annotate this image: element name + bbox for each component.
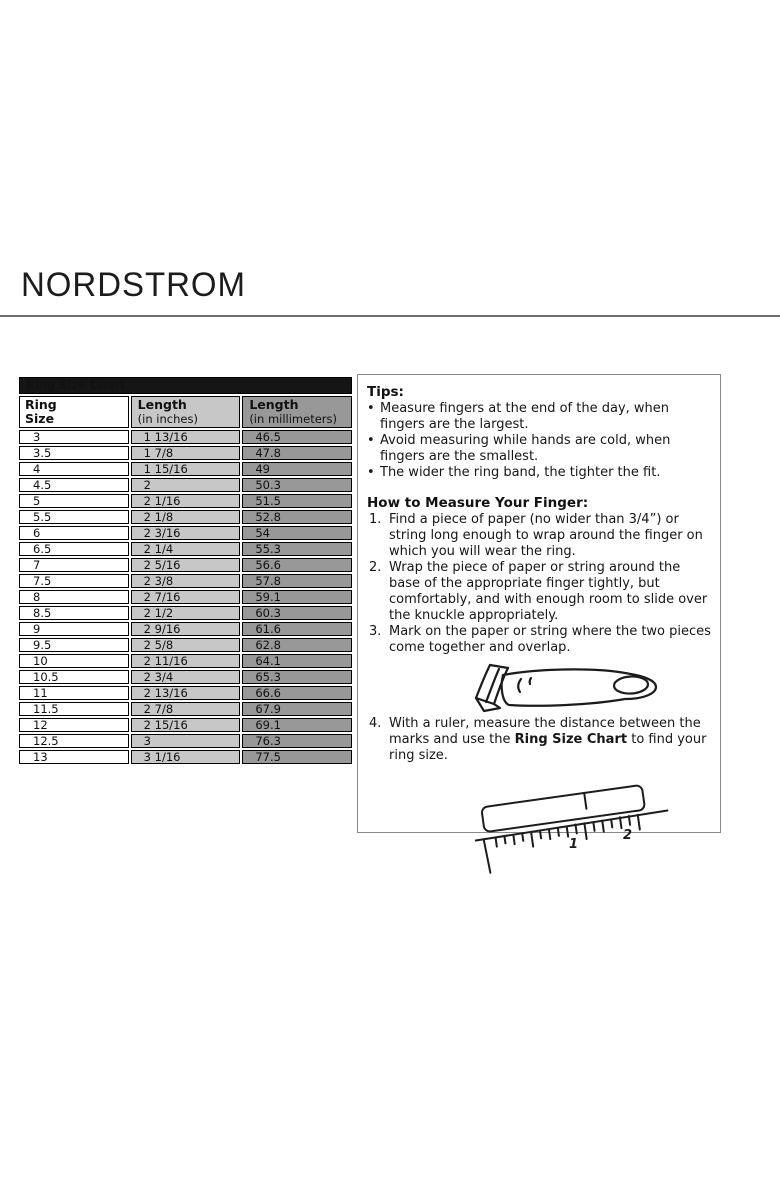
table-row (19, 590, 352, 604)
table-row (19, 718, 352, 732)
table-row (19, 510, 352, 524)
header-divider-line (0, 315, 780, 317)
ring-size-cell: 5 (19, 494, 129, 508)
step-text-post: to find your ring size. (389, 732, 707, 763)
length-mm-cell: 62.8 (242, 638, 352, 652)
header-length-inches-line1: Length (137, 397, 187, 412)
length-mm-cell: 46.5 (242, 430, 352, 444)
table-row (19, 686, 352, 700)
ring-size-cell: 11.5 (19, 702, 129, 716)
size-chart-body (19, 430, 352, 764)
table-row (19, 750, 352, 764)
tip-text: The wider the ring band, the tighter the fit. (380, 465, 661, 480)
length-inches-cell: 2 1/8 (131, 510, 241, 524)
ring-size-cell: 7 (19, 558, 129, 572)
table-header-row (19, 396, 352, 428)
ring-size-cell: 3 (19, 430, 129, 444)
header-length-mm-line2: (in millimeters) (249, 412, 337, 426)
header-ring-size-line2: Size (25, 411, 55, 426)
length-inches-cell: 2 5/8 (131, 638, 241, 652)
table-row (19, 734, 352, 748)
table-row (19, 430, 352, 444)
ring-size-cell: 13 (19, 750, 129, 764)
ring-size-cell: 9.5 (19, 638, 129, 652)
length-mm-cell: 51.5 (242, 494, 352, 508)
length-mm-cell: 57.8 (242, 574, 352, 588)
step-number: 2. (369, 560, 382, 575)
ring-size-cell: 10 (19, 654, 129, 668)
bullet-icon: • (367, 401, 375, 416)
tips-list (367, 401, 712, 481)
length-inches-cell: 1 13/16 (131, 430, 241, 444)
length-inches-cell: 2 1/4 (131, 542, 241, 556)
table-row (19, 494, 352, 508)
table-row (19, 558, 352, 572)
ring-size-cell: 6.5 (19, 542, 129, 556)
length-inches-cell: 3 (131, 734, 241, 748)
length-inches-cell: 2 1/2 (131, 606, 241, 620)
tip-item (367, 401, 712, 433)
measure-step (367, 560, 712, 624)
ring-size-table (17, 375, 354, 766)
length-mm-cell: 54 (242, 526, 352, 540)
step-text: Mark on the paper or string where the two pieces come together and overlap. (389, 624, 711, 655)
length-inches-cell: 2 5/16 (131, 558, 241, 572)
ring-size-cell: 5.5 (19, 510, 129, 524)
step-text: Wrap the piece of paper or string around the base of the appropriate finger tightly, but comfortably, and with enough room to slide over the knuckle appropriately. (389, 560, 708, 623)
header-length-mm-line1: Length (249, 397, 299, 412)
header-ring-size (19, 396, 129, 428)
ring-size-cell: 3.5 (19, 446, 129, 460)
measure-heading: How to Measure Your Finger: (367, 495, 589, 511)
step-number: 3. (369, 624, 382, 639)
tip-text: Avoid measuring while hands are cold, when fingers are the smallest. (380, 433, 671, 464)
measure-step (367, 716, 712, 764)
length-mm-cell: 50.3 (242, 478, 352, 492)
measuring-tips-panel (357, 374, 721, 852)
length-mm-cell: 69.1 (242, 718, 352, 732)
table-row (19, 446, 352, 460)
header-length-mm (242, 396, 352, 428)
length-mm-cell: 55.3 (242, 542, 352, 556)
length-inches-cell: 2 7/16 (131, 590, 241, 604)
tip-item (367, 433, 712, 465)
table-title-row (19, 377, 352, 394)
ring-size-cell: 10.5 (19, 670, 129, 684)
bullet-icon: • (367, 433, 375, 448)
length-inches-cell: 2 7/8 (131, 702, 241, 716)
length-inches-cell: 2 9/16 (131, 622, 241, 636)
length-inches-cell: 1 7/8 (131, 446, 241, 460)
ring-size-cell: 12.5 (19, 734, 129, 748)
ring-size-cell: 4 (19, 462, 129, 476)
ring-size-cell: 6 (19, 526, 129, 540)
length-inches-cell: 2 11/16 (131, 654, 241, 668)
length-mm-cell: 61.6 (242, 622, 352, 636)
ring-size-cell: 8.5 (19, 606, 129, 620)
length-mm-cell: 60.3 (242, 606, 352, 620)
measure-step (367, 512, 712, 560)
table-row (19, 574, 352, 588)
length-mm-cell: 47.8 (242, 446, 352, 460)
finger-illustration (459, 662, 675, 712)
length-inches-cell: 2 3/16 (131, 526, 241, 540)
nordstrom-logo: NORDSTROM (21, 266, 246, 304)
length-inches-cell: 3 1/16 (131, 750, 241, 764)
table-row (19, 606, 352, 620)
step-text: Find a piece of paper (no wider than 3/4”) or string long enough to wrap around the finger on which you will wear the ring. (389, 512, 703, 559)
length-inches-cell: 2 3/4 (131, 670, 241, 684)
length-mm-cell: 64.1 (242, 654, 352, 668)
ring-size-cell: 4.5 (19, 478, 129, 492)
length-inches-cell: 2 15/16 (131, 718, 241, 732)
tips-heading: Tips: (367, 384, 404, 400)
ruler-number-2: 2 (623, 828, 633, 843)
length-inches-cell: 2 (131, 478, 241, 492)
length-mm-cell: 59.1 (242, 590, 352, 604)
table-row (19, 670, 352, 684)
header-length-inches (131, 396, 241, 428)
length-mm-cell: 76.3 (242, 734, 352, 748)
length-inches-cell: 2 1/16 (131, 494, 241, 508)
table-title: Ring Size Chart (19, 377, 352, 394)
ruler-number-1: 1 (569, 837, 579, 852)
ring-size-cell: 7.5 (19, 574, 129, 588)
step-text-bold: Ring Size Chart (514, 732, 628, 747)
length-mm-cell: 67.9 (242, 702, 352, 716)
length-mm-cell: 56.6 (242, 558, 352, 572)
length-inches-cell: 1 15/16 (131, 462, 241, 476)
table-row (19, 478, 352, 492)
step-text-pre: With a ruler, measure the distance between the marks and use the (389, 716, 701, 747)
step-number: 4. (369, 716, 382, 731)
measure-step (367, 624, 712, 656)
ring-size-cell: 8 (19, 590, 129, 604)
length-mm-cell: 52.8 (242, 510, 352, 524)
length-mm-cell: 65.3 (242, 670, 352, 684)
tip-text: Measure fingers at the end of the day, when fingers are the largest. (380, 401, 670, 432)
table-row (19, 654, 352, 668)
ruler-illustration (471, 769, 671, 853)
table-row (19, 526, 352, 540)
header-ring-size-line1: Ring (25, 397, 57, 412)
ring-size-cell: 9 (19, 622, 129, 636)
bullet-icon: • (367, 465, 375, 480)
ring-size-chart (17, 375, 354, 766)
table-row (19, 638, 352, 652)
header-length-inches-line2: (in inches) (137, 412, 198, 426)
tip-item (367, 465, 712, 481)
length-inches-cell: 2 3/8 (131, 574, 241, 588)
table-row (19, 622, 352, 636)
length-mm-cell: 49 (242, 462, 352, 476)
length-inches-cell: 2 13/16 (131, 686, 241, 700)
length-mm-cell: 77.5 (242, 750, 352, 764)
ring-size-cell: 11 (19, 686, 129, 700)
step-number: 1. (369, 512, 382, 527)
length-mm-cell: 66.6 (242, 686, 352, 700)
table-row (19, 542, 352, 556)
table-row (19, 462, 352, 476)
table-row (19, 702, 352, 716)
ring-size-cell: 12 (19, 718, 129, 732)
